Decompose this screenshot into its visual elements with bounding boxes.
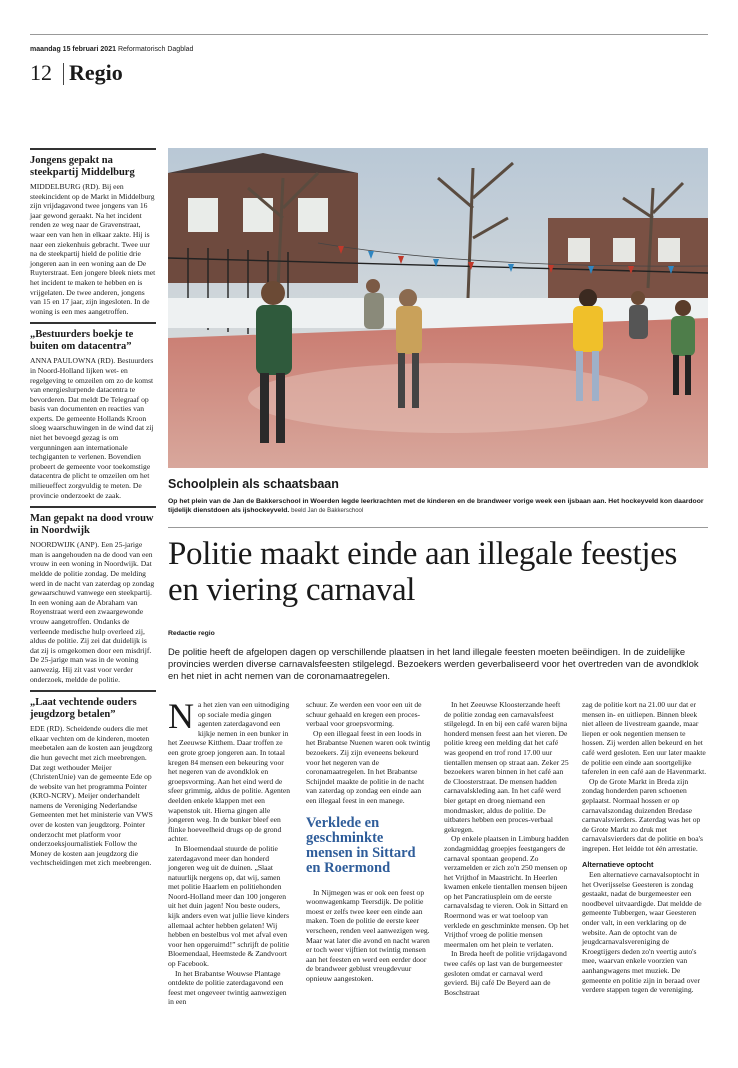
drop-cap: N: [168, 696, 194, 736]
caption-rule: [168, 527, 708, 528]
sidebar-article: [30, 322, 156, 500]
page-separator: [63, 63, 64, 85]
article-paragraph: zag de politie kort na 21.00 uur dat er mensen in- en uitliepen. Binnen bleek niet alleen de livestream gaande, maar liepen er ook negentien mensen te hossen. Zij werden allen bekeurd en het café werd gesloten. Een uur later maakte de politie een einde aan soortgelijke taferelen in een café aan de Havenmarkt.: [582, 700, 707, 777]
photo-caption: Op het plein van de Jan de Bakkerschool in Woerden legde leerkrachten met de kinderen en de brandweer vorige week een ijsbaan aan. Het hockeyveld kon daardoor tijdelijk dienstdoen als ijshockeyveld. beeld Jan de Bakkerschool: [168, 498, 704, 514]
sidebar-article-body: MIDDELBURG (RD). Bij een steekincident op de Markt in Middelburg zijn vrijdagavond twee jongens van 16 jaar gewond geraakt. Na het incident renden ze weg naar de Gravenstraat, waar een van hen in elkaar zakte. Hij is naar een ziekenhuis gebracht. Twee uur na de steekpartij hield de politie drie jongeren aan in een woning aan de De Ruyterstraat. Een jongere bleek niets met het incident te maken te hebben en is vrijgelaten. De twee anderen, jongens van 15 en 17 jaar, zijn ingesloten. In de woning is een mes aangetroffen.: [30, 182, 156, 316]
article-column-1: [168, 696, 293, 1007]
sidebar-article-title: „Bestuurders boekje te buiten om datacentra”: [30, 329, 134, 352]
article-paragraph: Na het zien van een uitnodiging op sociale media gingen agenten zaterdagavond een kijkje nemen in een bunker in het Zeeuwse Kitthem. Daar troffen ze een grote groep jongeren aan. In totaal kregen 84 mensen een bekeuring voor het negeren van de avondklok en groepsvorming. Aan het eind werd de sfeer grimmig, aldus de politie. Agenten deelden enkele klappen met een wapenstok uit. Hierna gingen alle jongeren weg. In de bunker bleef een flinke hoeveelheid drugs op de grond achter.: [168, 696, 291, 844]
sidebar-article: [30, 690, 156, 868]
article-paragraph: schuur. Ze werden een voor een uit de schuur gehaald en kregen een proces-verbaal voor groepsvorming.: [306, 700, 422, 729]
article-column-4: [582, 700, 707, 995]
article-paragraph: Een alternatieve carnavalsoptocht in het Overijsselse Geesteren is zondag gestaakt, nadat de burgemeester een noodbevel uitvaardigde. Dat meldde de gemeente Tubbergen, waar Geesteren onder valt, in een verklaring op de website. Aan de optocht van de jeugdcarnavalsvereniging de Kroegtijgers deden zo'n veertig auto's mee, waarvan enkele voorzien van aanhangwagens met muziek. De gemeente en politie zijn in beraad over verdere stappen tegen de vereniging.: [582, 870, 702, 995]
page-number: 12: [30, 60, 52, 85]
article-byline: Redactie regio: [168, 630, 215, 637]
article-column-2: [306, 700, 431, 983]
pull-quote: Verklede en geschminkte mensen in Sittard en Roermond: [306, 814, 416, 876]
sidebar-article-body: EDE (RD). Scheidende ouders die met elkaar vechten om de kinderen, moeten meebetalen aan de kosten aan jeugdzorg die hun gevecht met zich meebrengen. Dat zegt wethouder Meijer (ChristenUnie) van de gemeente Ede op de website van het programma Pointer (KRO-NCRV). Meijer onderhandelt namens de Vereniging Nederlandse Gemeenten met het ministerie van VWS over de kosten van jeugdzorg. Pointer onderzocht met platform voor onderzoeksjournalistiek Follow the Money de kosten aan jeugdzorg die vechtscheidingen met zich meebrengen.: [30, 724, 153, 868]
photo-credit: beeld Jan de Bakkerschool: [291, 508, 364, 514]
article-paragraph: In Bloemendaal stuurde de politie zaterdagavond meer dan honderd jongeren weg uit de duinen. „Slaat natuurlijk nergens op, dat wij, samen met politie Haarlem en politiehonden Noord-Holland meer dan 100 jongeren uit het duin jagen! Nou beste ouders, kijk anders even wat jullie lieve kinders allemaal achter hebben gelaten! Wij hebben en bestelbus vol met afval even voor hen opgeruimd!” schrijft de politie Bloemendaal, Heemstede & Zandvoort op Facebook.: [168, 843, 290, 969]
section-title: Regio: [69, 60, 123, 85]
article-paragraph: In het Zeeuwse Kloosterzande heeft de politie zondag een carnavalsfeest stilgelegd. In en bij een café waren bijna honderd mensen feest aan het vieren. De politie kreeg een melding dat het café was geopend en trof rond 17.00 uur tientallen mensen op straat aan. Zeker 25 bezoekers waren binnen in het café aan de Cloosterstraat. De mensen hadden carnavalskleding aan. In het café werd bier getapt en droeg niemand een mondmasker, aldus de politie. De uitbaters hebben een proces-verbaal gekregen.: [444, 700, 569, 834]
article-paragraph: Op een illegaal feest in een loods in het Brabantse Nuenen waren ook twintig bezoekers. Zij zijn eveneens bekeurd voor het negeren van de coronamaatregelen. In het Brabantse Schijndel maakte de politie in de nacht van zaterdag op zondag een einde aan een illegaal feest in een manege.: [306, 728, 431, 805]
sidebar-article-title: „Laat vechtende ouders jeugdzorg betalen”: [30, 697, 137, 720]
article-paragraph: Op de Grote Markt in Breda zijn zondag honderden paren schoenen geplaatst. Normaal hossen er op carnavalszondag duizenden Bredase carnavalsvierders. Zaterdag was het op de Grote Markt zo druk met carnavalsvierders dat de politie en boa's ingrepen. Het leidde tot één arrestatie.: [582, 776, 703, 853]
date: maandag 15 februari 2021: [30, 46, 116, 53]
article-intro: De politie heeft de afgelopen dagen op verschillende plaatsen in het land illegale feesten moeten beëindigen. In de zuidelijke provincies werden diverse carnavalsfeesten stilgelegd. Bezoekers werden geverbaliseerd voor het overtreden van de avondklok en het niet in acht nemen van de coronamaatregelen.: [168, 646, 699, 682]
sidebar-article-body: ANNA PAULOWNA (RD). Bestuurders in Noord-Holland lijken wet- en regelgeving te omzeilen om zo de komst van energieslurpende datacentra te bevorderen. Dat meldt De Telegraaf op basis van documenten en reacties van experts. De gemeente Hollands Kroon sloeg waarschuwingen in de wind dat zij niet het bevoegd gezag is om vergunningen aan internationale techgiganten te verlenen. Bovendien probeert de gemeente voor toekomstige datacentra de plicht te omzeilen om het milieueffect zorgvuldig te meten. De provincie onderzoekt de zaak.: [30, 356, 154, 500]
article-paragraph: In Breda heeft de politie vrijdagavond twee cafés op last van de burgemeester gesloten omdat er carnaval werd gevierd. Bij café De Beyerd aan de Boschstraat: [444, 949, 567, 997]
sidebar-article: [30, 148, 156, 316]
dateline: [30, 46, 193, 53]
photo-illustration: [168, 148, 708, 468]
news-sidebar: [30, 148, 156, 874]
article-column-3: [444, 700, 569, 997]
photo-caption-title: Schoolplein als schaatsbaan: [168, 477, 339, 491]
paper-name: Reformatorisch Dagblad: [117, 46, 194, 53]
ice-rink-photo: [168, 148, 708, 468]
article-paragraph: In Nijmegen was er ook een feest op woonwagenkamp Teersdijk. De politie moest er zelfs twee keer een einde aan maken. Toen de politie de eerste keer verscheen, renden veel aanwezigen weg. Maar wat later die avond en nacht waren er toch weer vijftien tot twintig mensen aan het feesten en werd een eerder door de brandweer geblust vreugdevuur opnieuw aangestoken.: [306, 887, 430, 983]
sidebar-article: [30, 506, 156, 684]
sidebar-article-title: Man gepakt na dood vrouw in Noordwijk: [30, 513, 154, 536]
sidebar-article-body: NOORDWIJK (ANP). Een 25-jarige man is aangehouden na de dood van een vrouw in een woning in Noordwijk. Dat meldde de politie zondag. De melding werd in de nacht van zaterdag op zondag gewaarschuwd vanwege een steekpartij. In een woning aan de Abraham van Royenstraat werd een zwaargewonde vrouw aangetroffen. Ondanks de verleende medische hulp overleed zij, aldus de politie. Zij zei dat duidelijk is dat zij is omgekomen door een misdrijf. De 25-jarige man was in de woning aanwezig. Hij zit vast voor verder onderzoek, meldde de politie.: [30, 540, 155, 684]
article-subheading: Alternatieve optocht: [582, 859, 654, 869]
article-headline: Politie maakt einde aan illegale feestjes en viering carnaval: [168, 536, 678, 608]
top-rule: [30, 34, 708, 35]
article-paragraph: Op enkele plaatsen in Limburg hadden zondagmiddag groepjes feestgangers de carnaval spontaan geopend. Zo verzamelden er zich zo'n 250 mensen op het Vrijthof in Maastricht. In Heerlen kwamen enkele tientallen mensen bijeen op het Pancratiusplein om de eerste carnavalsdag te vieren. Ook in Sittard en Roermond was er wat toeloop van verklede en geschminkte mensen. Op het Vrijthof vroeg de politie mensen meermalen om het plein te verlaten.: [444, 834, 569, 949]
sidebar-article-title: Jongens gepakt na steekpartij Middelburg: [30, 155, 135, 178]
article-paragraph: In het Brabantse Wouwse Plantage ontdekte de politie zaterdagavond een feest met ongeveer twintig aanwezigen in een: [168, 968, 287, 1007]
